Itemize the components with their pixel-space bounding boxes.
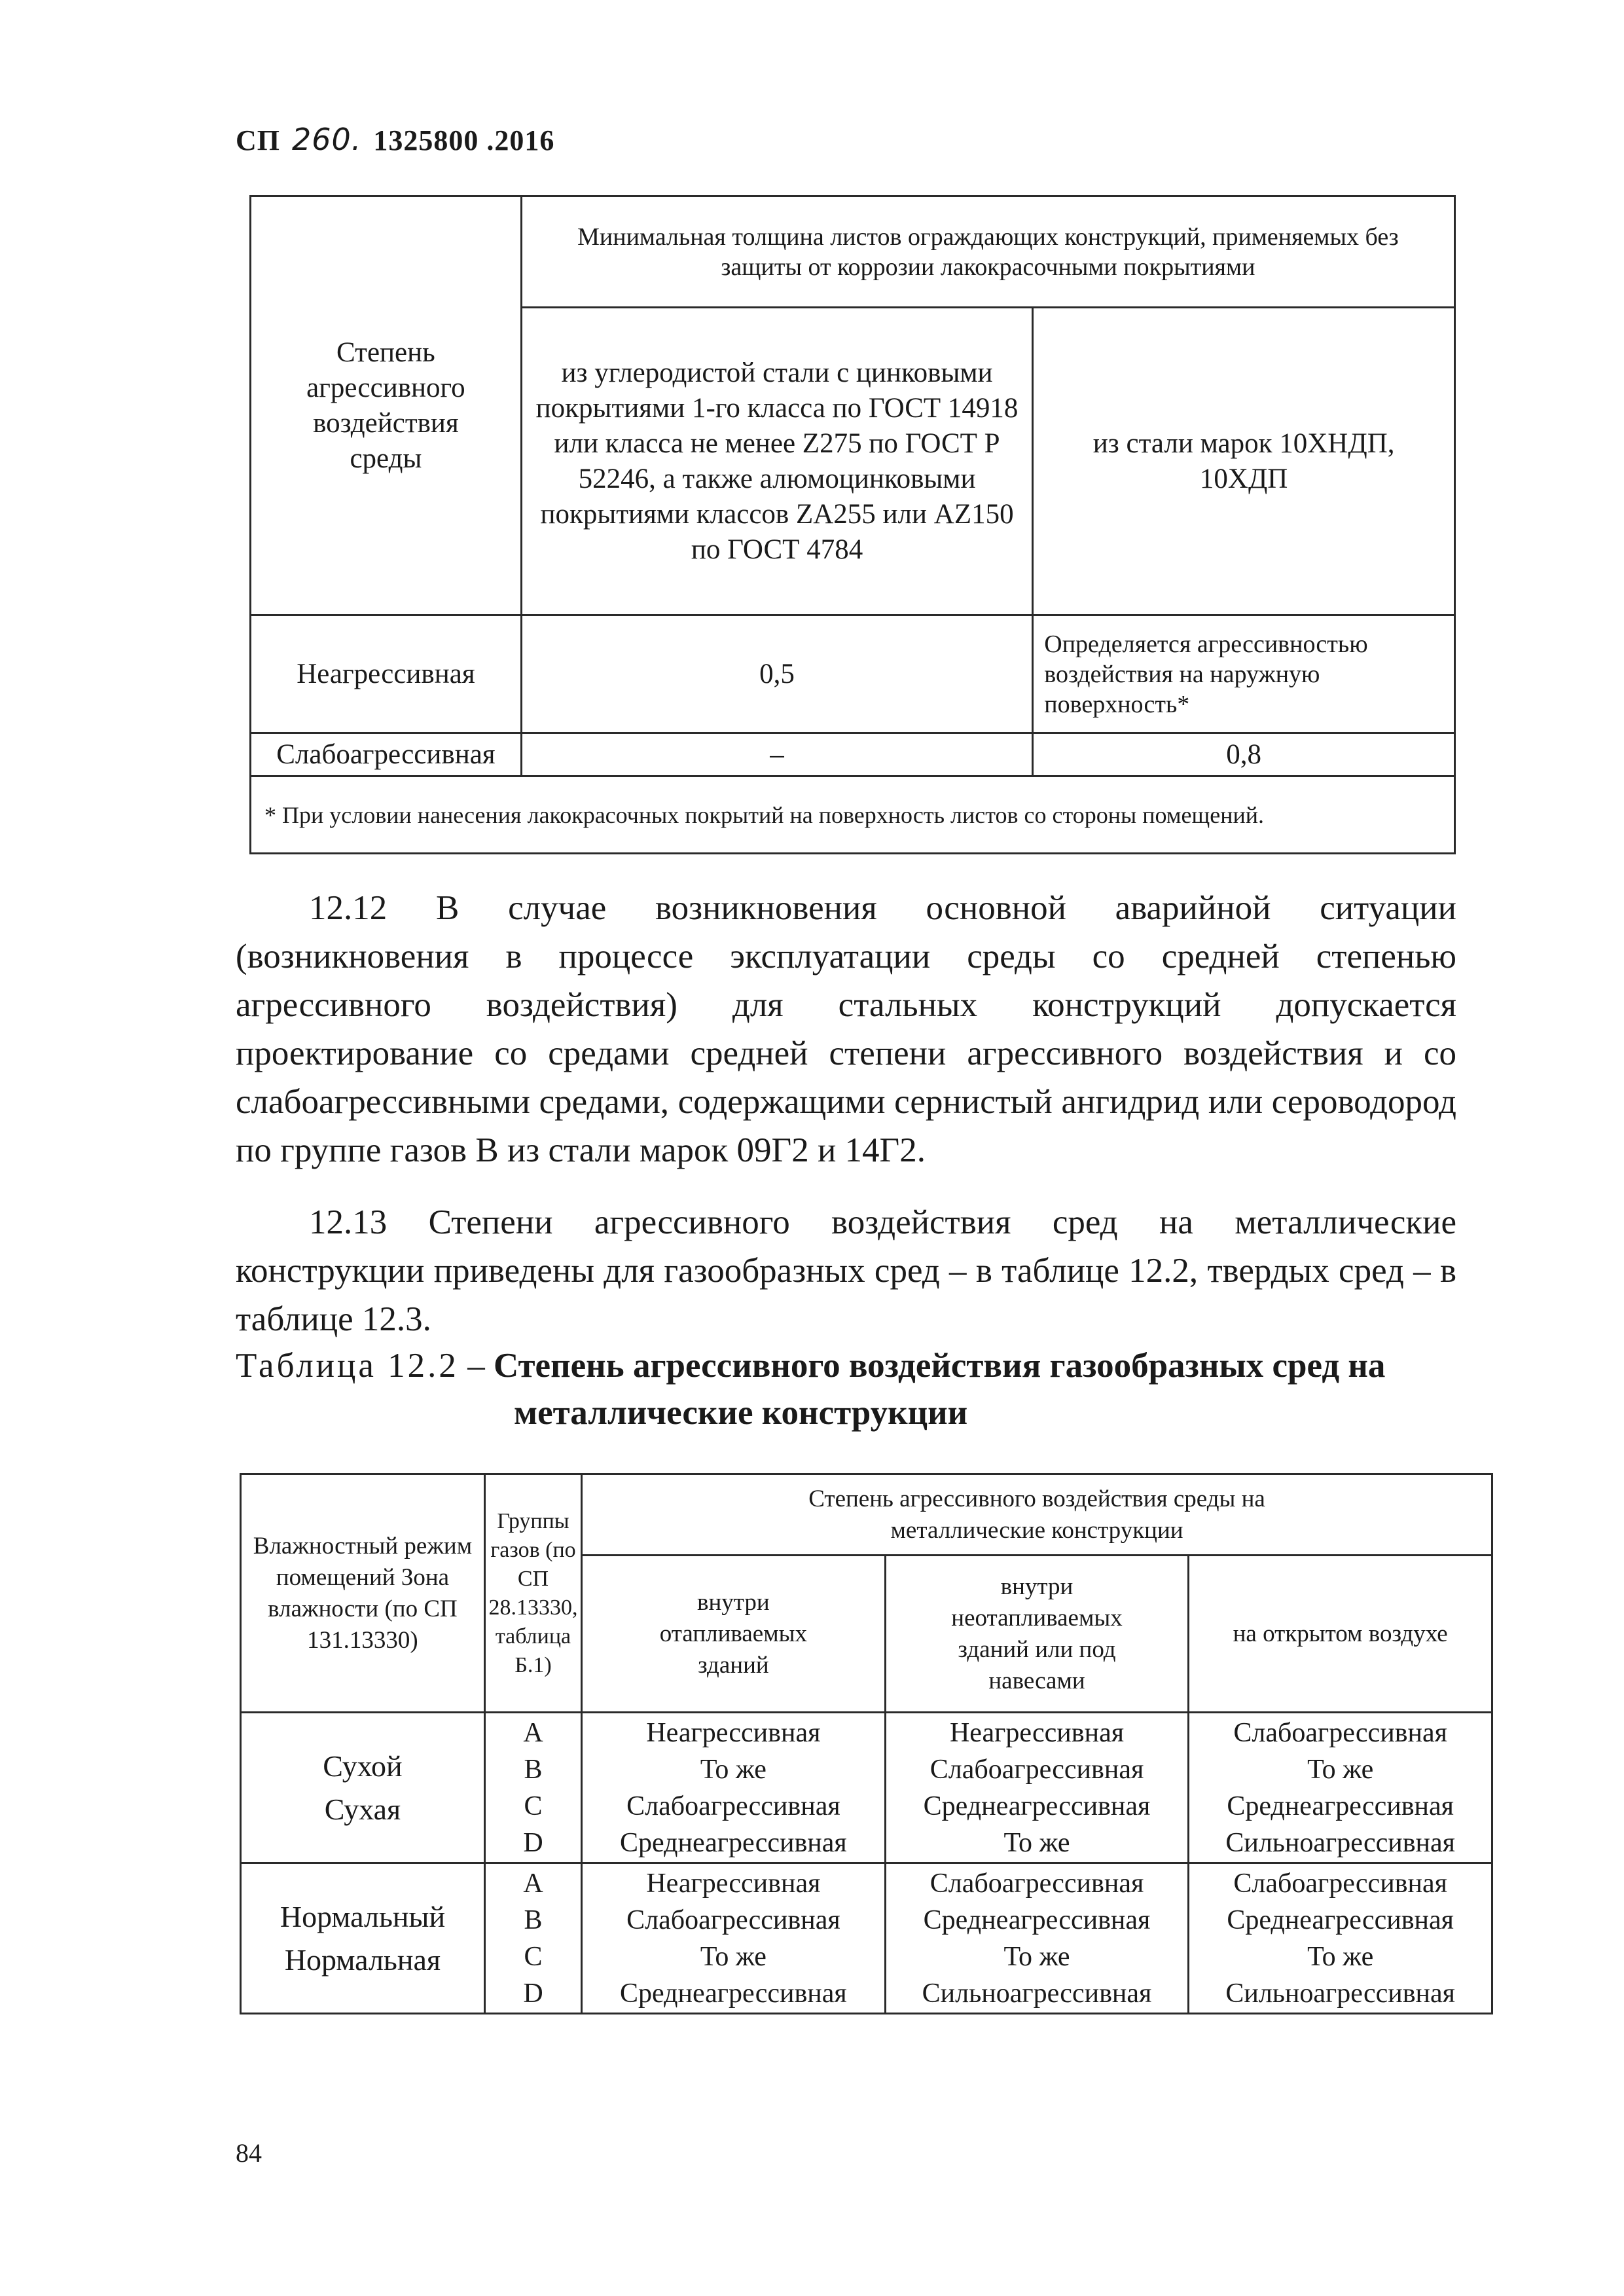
table2-block2-outdoor: [1189, 1863, 1492, 2014]
table2-block2-heated: [582, 1863, 886, 2014]
table2-block1-mode-text: Сухой: [323, 1749, 403, 1783]
aggressiveness-value: Неагрессивная: [949, 1717, 1125, 1748]
gas-group: D: [523, 1978, 543, 2009]
caption-title-line1: Степень агрессивного воздействия газообразных сред на: [493, 1347, 1386, 1385]
aggressiveness-value: То же: [1003, 1941, 1070, 1972]
table1-col2-header: из стали марок 10ХНДП, 10ХДП: [1033, 308, 1455, 615]
aggressiveness-value: То же: [1307, 1941, 1374, 1972]
aggressiveness-value: Среднеагрессивная: [923, 1904, 1151, 1935]
aggressiveness-value: Среднеагрессивная: [923, 1791, 1151, 1821]
table1-row1-env: Неагрессивная: [251, 615, 522, 733]
aggressiveness-value: Слабоагрессивная: [1233, 1868, 1447, 1899]
table2-block1-outdoor: [1189, 1713, 1492, 1863]
table2-block2-zone-text: Нормальная: [284, 1942, 441, 1977]
paragraph-12-13: [236, 1198, 1456, 1343]
gas-group: В: [524, 1904, 543, 1935]
table2-block2-groups: [484, 1863, 581, 2014]
table2-block1-heated: [582, 1713, 886, 1863]
table2-col-outdoor: на открытом воздухе: [1189, 1556, 1492, 1713]
table2-group-header: Степень агрессивного воздействия среды на металлические конструкции: [582, 1474, 1492, 1556]
header-code: 1325800 .2016: [373, 124, 555, 156]
table1-row2-c1: –: [521, 733, 1032, 776]
aggressiveness-value: То же: [700, 1941, 767, 1972]
aggressiveness-value: Среднеагрессивная: [1227, 1791, 1454, 1821]
aggressiveness-value: Слабоагрессивная: [1233, 1717, 1447, 1748]
table1-row2-env: Слабоагрессивная: [251, 733, 522, 776]
gas-group: В: [524, 1754, 543, 1785]
table2-col-unheated: внутри неотапливаемых зданий или под навесами: [885, 1556, 1189, 1713]
paragraph-12-12: [236, 884, 1456, 1175]
aggressiveness-value: То же: [1003, 1827, 1070, 1858]
gas-group: С: [524, 1791, 543, 1821]
gas-group: А: [523, 1868, 543, 1899]
table2-block2-mode: [241, 1863, 485, 2014]
aggressiveness-value: Неагрессивная: [646, 1868, 821, 1899]
aggressiveness-value: Среднеагрессивная: [1227, 1904, 1454, 1935]
thickness-table: [249, 195, 1456, 854]
aggressiveness-value: Слабоагрессивная: [929, 1868, 1144, 1899]
aggressiveness-value: Среднеагрессивная: [620, 1978, 847, 2009]
paragraph-12-13-text: 12.13 Степени агрессивного воздействия сред на металлические конструкции приведены для газообразных сред – в таблице 12.2, твердых сред – в таблице 12.3.: [236, 1203, 1456, 1338]
table1-col1-header: из углеродистой стали с цинковыми покрытиями 1-го класса по ГОСТ 14918 или класса не менее Z275 по ГОСТ Р 52246, а также алюмоцинковыми покрытиями классов ZA255 или AZ150 по ГОСТ 4784: [521, 308, 1032, 615]
table2-col-heated: внутри отапливаемых зданий: [582, 1556, 886, 1713]
table2-col-humidity: Влажностный режим помещений Зона влажности (по СП 131.13330): [241, 1474, 485, 1713]
table1-side-header: Степень агрессивного воздействия среды: [251, 196, 522, 615]
gas-group: А: [523, 1717, 543, 1748]
aggressiveness-value: Неагрессивная: [646, 1717, 821, 1748]
gas-group: D: [523, 1827, 543, 1858]
table1-row1-c1: 0,5: [521, 615, 1032, 733]
table2-col-groups: Группы газов (по СП 28.13330, таблица Б.1): [484, 1474, 581, 1713]
header-handwritten-number: 260.: [292, 122, 362, 157]
aggressiveness-value: Среднеагрессивная: [620, 1827, 847, 1858]
table2-block2-unheated: [885, 1863, 1189, 2014]
caption-title-line2: металлические конструкции: [514, 1394, 968, 1432]
caption-dash: –: [458, 1347, 494, 1385]
table2-block1-unheated: [885, 1713, 1189, 1863]
caption-label: Таблица 12.2: [236, 1347, 459, 1385]
aggressiveness-value: Слабоагрессивная: [626, 1904, 840, 1935]
aggressiveness-value: То же: [1307, 1754, 1374, 1785]
table2-block2-mode-text: Нормальный: [280, 1899, 446, 1933]
table1-group-header: Минимальная толщина листов ограждающих конструкций, применяемых без защиты от коррозии лакокрасочными покрытиями: [521, 196, 1454, 308]
table1-footnote: * При условии нанесения лакокрасочных покрытий на поверхность листов со стороны помещений.: [251, 776, 1455, 854]
aggressiveness-value: Сильноагрессивная: [1225, 1978, 1455, 2009]
table2-block1-mode: [241, 1713, 485, 1863]
table2-block1-zone-text: Сухая: [324, 1792, 401, 1826]
page-number: 84: [236, 2138, 262, 2168]
table2-block1-groups: [484, 1713, 581, 1863]
aggressiveness-value: То же: [700, 1754, 767, 1785]
header-prefix: СП: [236, 124, 280, 156]
aggressiveness-value: Слабоагрессивная: [929, 1754, 1144, 1785]
paragraph-12-12-text: 12.12 В случае возникновения основной аварийной ситуации (возникновения в процессе эксплуатации среды со средней степенью агрессивного воздействия) для стальных конструкций допускается проектирование со средами средней степени агрессивного воздействия и со слабоагрессивными средами, содержащими сернистый ангидрид или сероводород по группе газов В из стали марок 09Г2 и 14Г2.: [236, 889, 1456, 1169]
table1-row1-c2: Определяется агрессивностью воздействия на наружную поверхность*: [1033, 615, 1455, 733]
gas-group: С: [524, 1941, 543, 1972]
aggressiveness-table: [240, 1473, 1493, 2014]
document-header: [236, 122, 554, 157]
aggressiveness-value: Слабоагрессивная: [626, 1791, 840, 1821]
table1-row2-c2: 0,8: [1033, 733, 1455, 776]
table-caption: [236, 1342, 1456, 1436]
aggressiveness-value: Сильноагрессивная: [922, 1978, 1152, 2009]
aggressiveness-value: Сильноагрессивная: [1225, 1827, 1455, 1858]
